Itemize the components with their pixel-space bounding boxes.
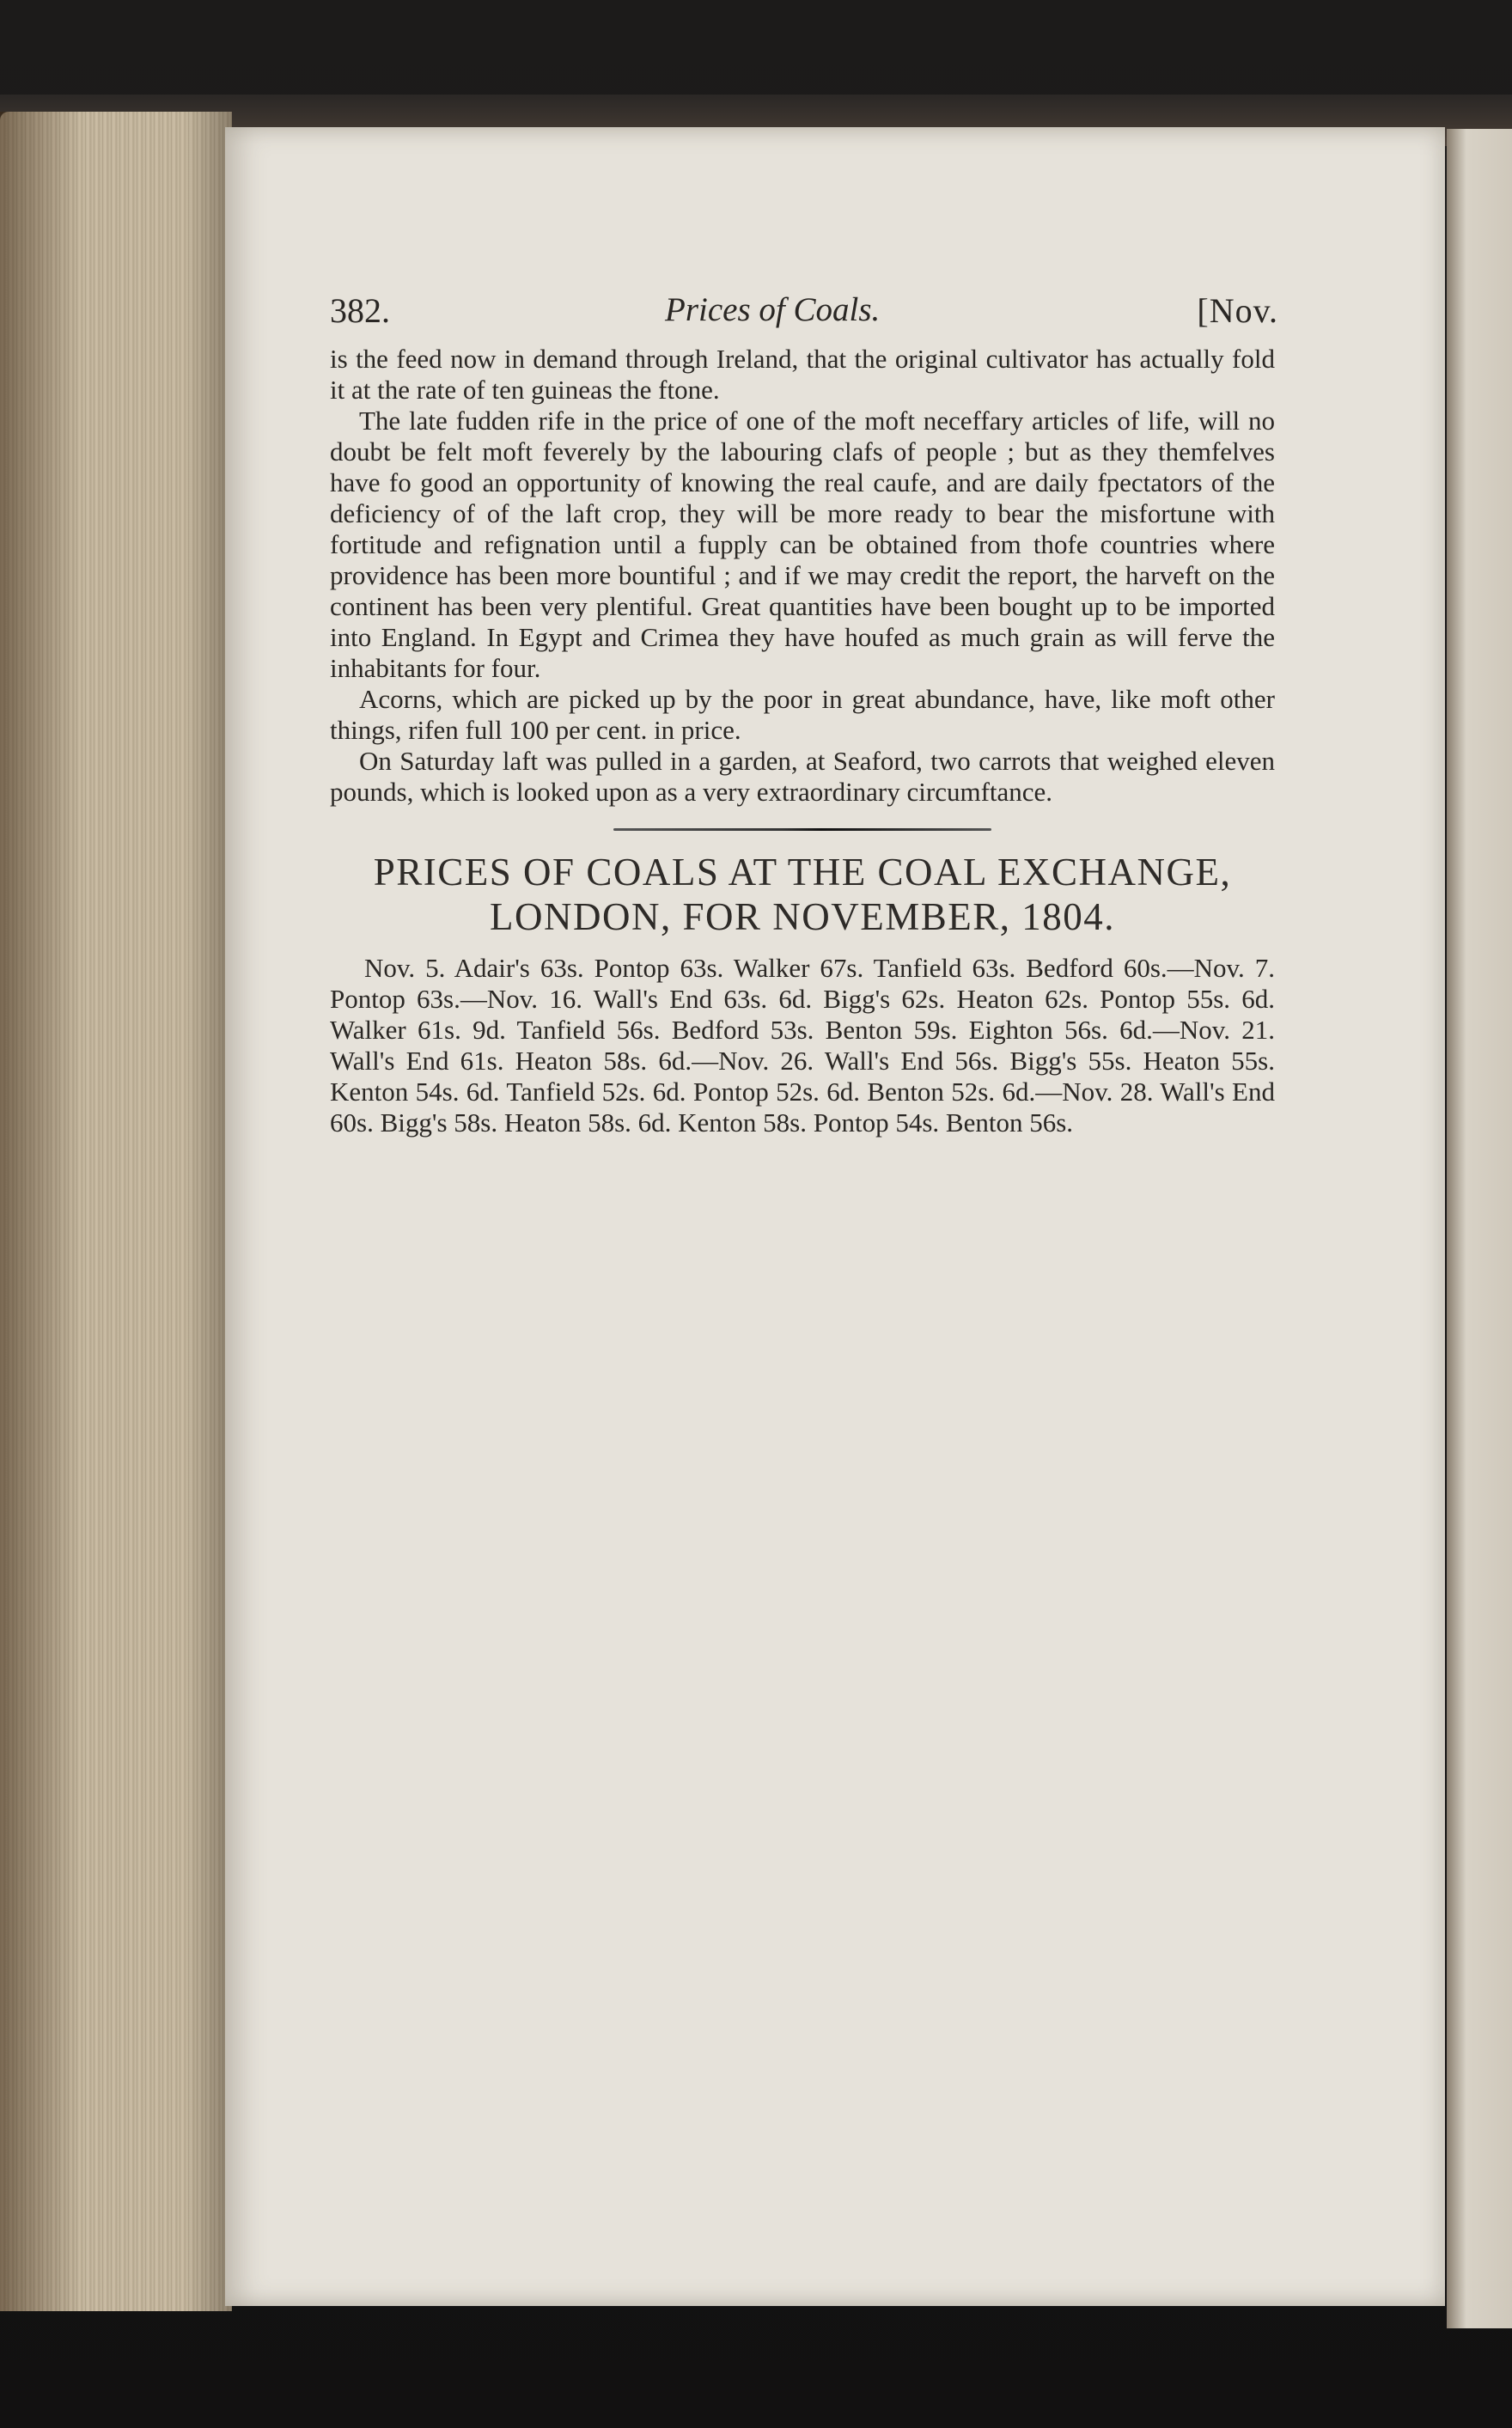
paragraph: Acorns, which are picked up by the poor in great abundance, have, like moft other things, rifen full 100 per cent. in price. [330, 684, 1275, 745]
page-number: 382. [330, 291, 390, 330]
article-text [330, 344, 1275, 808]
running-month: [Nov. [1197, 291, 1278, 330]
page-content [330, 284, 1278, 1138]
facing-page-edge [1447, 129, 1512, 2328]
paragraph: is the feed now in demand through Ireland, that the original cultivator has actually fold it at the rate of ten guineas the ftone. [330, 344, 1275, 405]
paragraph: On Saturday laft was pulled in a garden, at Seaford, two carrots that weighed eleven pounds, which is looked upon as a very extraordinary circumftance. [330, 746, 1275, 807]
paragraph: The late fudden rife in the price of one of the moft neceffary articles of life, will no doubt be felt moft feverely by the labouring clafs of people ; but as they themfelves have fo good an opportunity of knowing the real caufe, and are daily fpectators of the deficiency of of the laft crop, they will be more ready to bear the misfortune with fortitude and refignation until a fupply can be obtained from thofe countries where providence has been more bountiful ; and if we may credit the report, the harveft on the continent has been very plentiful. Great quantities have been bought up to be imported into England. In Egypt and Crimea they have houfed as much grain as will ferve the inhabitants for four. [330, 406, 1275, 683]
coal-prices-text: Nov. 5. Adair's 63s. Pontop 63s. Walker 67s. Tanfield 63s. Bedford 60s.—Nov. 7. Pontop 63s.—Nov. 16. Wall's End 63s. 6d. Bigg's 62s. Heaton 62s. Pontop 55s. 6d. Walker 61s. 9d. Tanfield 56s. Bedford 53s. Benton 59s. Eighton 56s. 6d.—Nov. 21. Wall's End 61s. Heaton 58s. 6d.—Nov. 26. Wall's End 56s. Bigg's 55s. Heaton 55s. Kenton 54s. 6d. Tanfield 52s. 6d. Pontop 52s. 6d. Benton 52s. 6d.—Nov. 28. Wall's End 60s. Bigg's 58s. Heaton 58s. 6d. Kenton 58s. Pontop 54s. Benton 56s. [330, 953, 1275, 1138]
section-heading [330, 850, 1275, 939]
running-head [330, 284, 1278, 344]
section-divider [613, 828, 991, 831]
heading-line-2: LONDON, FOR NOVEMBER, 1804. [489, 895, 1116, 938]
heading-line-1: PRICES OF COALS AT THE COAL EXCHANGE, [373, 851, 1232, 894]
running-title: Prices of Coals. [665, 291, 881, 328]
